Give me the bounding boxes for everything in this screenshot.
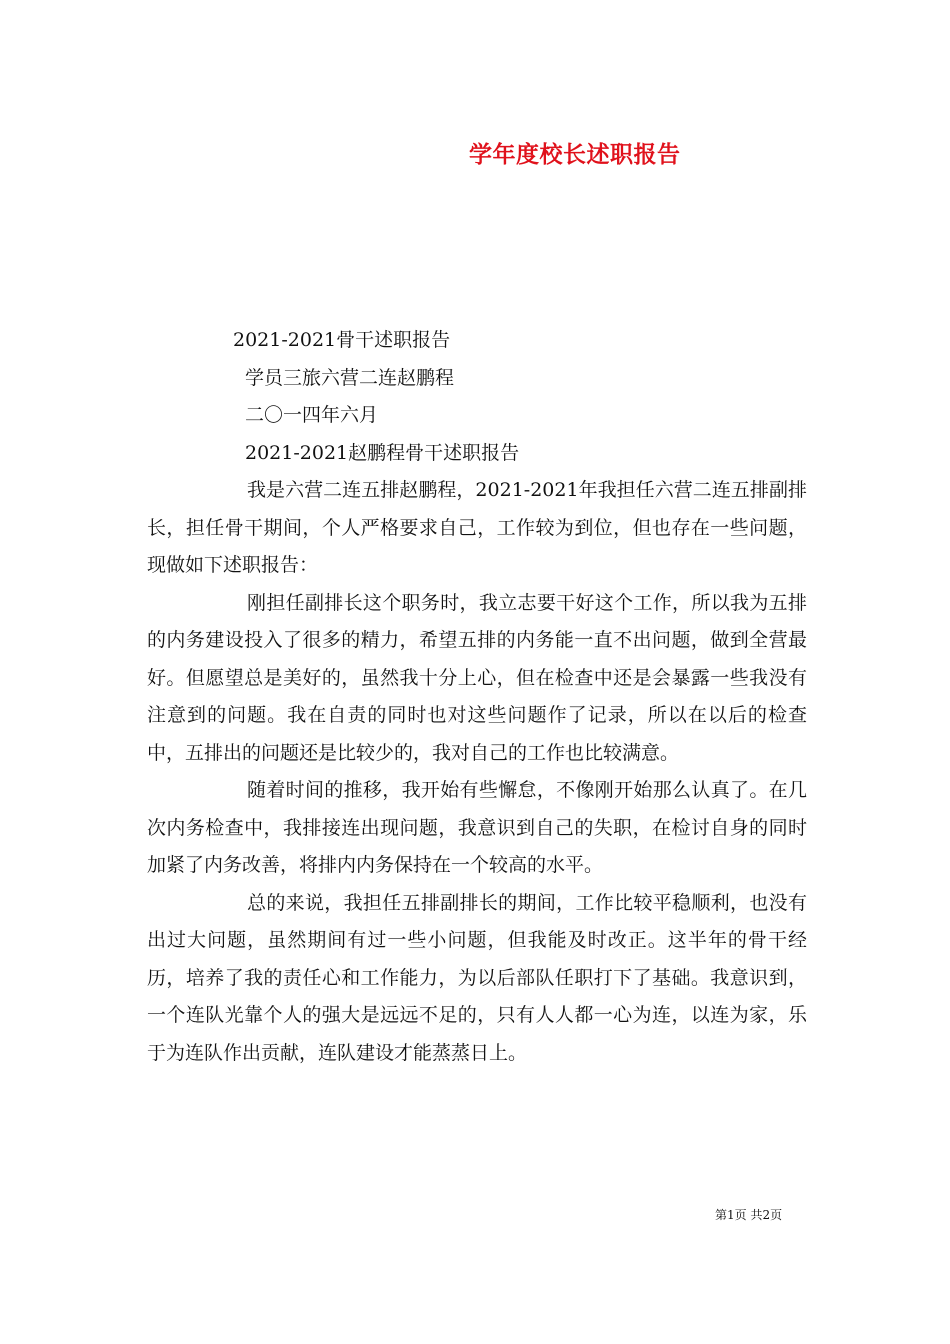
page-title: 学年度校长述职报告 [469,141,681,168]
page-number-footer: 第1页 共2页 [715,1208,783,1222]
report-body [147,472,807,1072]
header-line-year-report: 2021-2021骨干述职报告 [233,329,451,351]
paragraph-early-duty: 刚担任副排长这个职务时，我立志要干好这个工作，所以我为五排的内务建设投入了很多的精力，希望五排的内务能一直不出问题，做到全营最好。但愿望总是美好的，虽然我十分上心，但在检查中还是会暴露一些我没有注意到的问题。我在自责的同时也对这些问题作了记录，所以在以后的检查中，五排出的问题还是比较少的，我对自己的工作也比较满意。 [147,591,807,764]
paragraph-intro: 我是六营二连五排赵鹏程，2021-2021年我担任六营二连五排副排长，担任骨干期间，个人严格要求自己，工作较为到位，但也存在一些问题，现做如下述职报告： [147,479,807,576]
header-line-author: 学员三旅六营二连赵鹏程 [245,367,455,389]
paragraph-summary: 总的来说，我担任五排副排长的期间，工作比较平稳顺利，也没有出过大问题，虽然期间有过一些小问题，但我能及时改正。这半年的骨干经历，培养了我的责任心和工作能力，为以后部队任职打下了基础。我意识到，一个连队光靠个人的强大是远远不足的，只有人人都一心为连，以连为家，乐于为连队作出贡献，连队建设才能蒸蒸日上。 [147,891,807,1064]
paragraph-slackening: 随着时间的推移，我开始有些懈怠，不像刚开始那么认真了。在几次内务检查中，我排接连出现问题，我意识到自己的失职，在检讨自身的同时加紧了内务改善，将排内内务保持在一个较高的水平。 [147,779,807,876]
header-line-report-title: 2021-2021赵鹏程骨干述职报告 [245,442,520,464]
header-line-date: 二〇一四年六月 [245,404,379,426]
